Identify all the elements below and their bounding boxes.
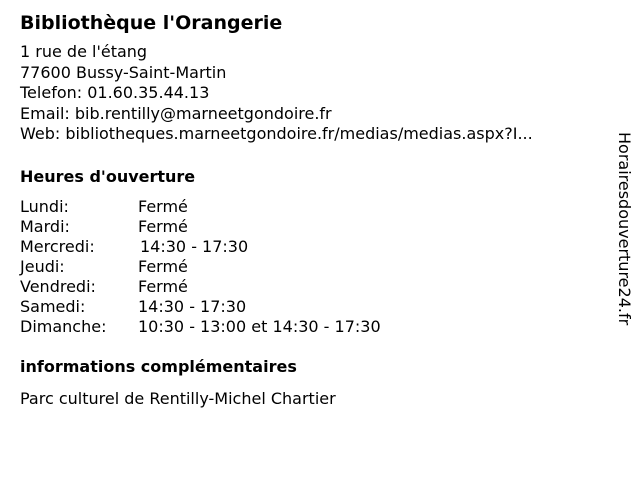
web-line: Web: bibliotheques.marneetgondoire.fr/medias/medias.aspx?I... — [20, 124, 533, 143]
opening-hours-table — [20, 197, 610, 337]
address-block — [20, 42, 610, 145]
hours-time: Fermé — [138, 256, 188, 276]
opening-hours-heading: Heures d'ouverture — [20, 166, 196, 186]
additional-info-text: Parc culturel de Rentilly-Michel Chartier — [20, 388, 336, 408]
hours-day: Vendredi: — [20, 276, 96, 296]
hours-row-jeudi — [20, 257, 610, 277]
postal-city: 77600 Bussy-Saint-Martin — [20, 62, 227, 82]
email-line: Email: bib.rentilly@marneetgondoire.fr — [20, 103, 332, 123]
hours-day: Samedi: — [20, 296, 86, 316]
phone-line: Telefon: 01.60.35.44.13 — [20, 83, 210, 102]
hours-time: 14:30 - 17:30 — [138, 296, 247, 316]
hours-day: Dimanche: — [20, 316, 107, 336]
hours-row-mardi — [20, 217, 610, 237]
hours-row-dimanche — [20, 317, 610, 337]
street-address: 1 rue de l'étang — [20, 42, 148, 61]
hours-row-vendredi — [20, 277, 610, 297]
hours-time: 14:30 - 17:30 — [140, 236, 249, 256]
watermark-text: Horairesdouverture24.fr — [615, 132, 634, 326]
additional-info-heading: informations complémentaires — [20, 356, 297, 376]
hours-row-samedi — [20, 297, 610, 317]
hours-time: Fermé — [138, 276, 188, 296]
hours-time: Fermé — [138, 216, 188, 236]
hours-day: Lundi: — [20, 196, 69, 216]
site-watermark — [612, 132, 636, 372]
hours-day: Jeudi: — [20, 256, 65, 276]
library-title: Bibliothèque l'Orangerie — [20, 12, 283, 34]
hours-day: Mardi: — [20, 216, 70, 236]
hours-time: Fermé — [138, 196, 188, 216]
hours-row-lundi — [20, 197, 610, 217]
hours-row-mercredi — [20, 237, 610, 257]
hours-day: Mercredi: — [20, 236, 95, 256]
library-card — [20, 10, 610, 409]
hours-time: 10:30 - 13:00 et 14:30 - 17:30 — [138, 316, 381, 336]
